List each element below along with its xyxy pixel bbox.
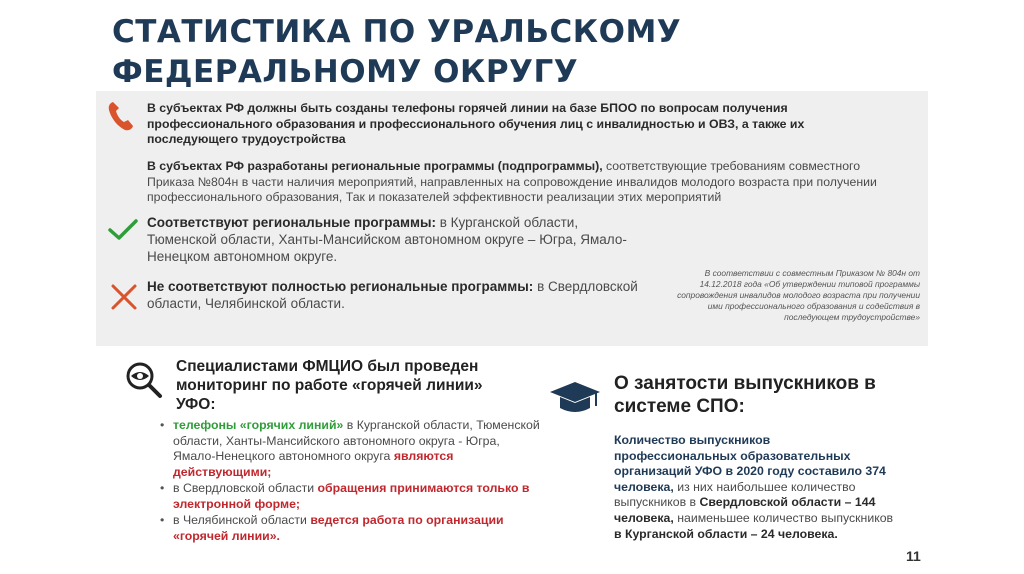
graduates-sverdlovsk: Свердловской области – 144 человека, xyxy=(614,495,876,525)
graduates-least-prefix: наименьшее количество выпускников xyxy=(673,510,894,525)
cross-icon xyxy=(109,282,139,312)
comply-programs-rest: в Курганской области, Тюменской области, Ханты-Мансийском автономном округе – Югра, Ямало-Ненецком автономном округе. xyxy=(147,215,627,264)
slide-title: СТАТИСТИКА ПО УРАЛЬСКОМУ ФЕДЕРАЛЬНОМУ ОКРУГУ xyxy=(112,14,682,90)
phone-icon xyxy=(106,100,136,132)
list-item xyxy=(160,513,540,544)
electronic-only-status: обращения принимаются только в электронной форме; xyxy=(173,481,530,511)
active-status: являются действующими; xyxy=(173,449,454,479)
phone-hotline-statement: В субъектах РФ должны быть созданы телефоны горячей линии на базе БПОО по вопросам получения профессионального образования и профессионального обучения лиц с инвалидностью и ОВЗ, а также их последующего трудоустройства xyxy=(147,101,805,146)
check-icon xyxy=(107,218,139,242)
graduation-cap-icon xyxy=(548,378,602,418)
graduates-total: Количество выпускников профессиональных образовательных организаций УФО в 2020 году составило 374 человека, xyxy=(614,433,886,494)
in-progress-status: ведется работа по организации «горячей линии». xyxy=(173,513,504,543)
regional-programs-bold: В субъектах РФ разработаны региональные программы (подпрограммы), xyxy=(147,159,603,173)
regional-programs-rest: соответствующие требованиям совместного Приказа №804н в части наличия мероприятий, направленных на сопровождение инвалидов молодого возраста при получении профессионального образования, Так и показателей эффективности реализации этих мероприятий xyxy=(147,159,877,204)
comply-programs-text xyxy=(147,214,647,265)
list-item xyxy=(160,418,540,480)
not-comply-programs-text xyxy=(147,278,647,312)
regional-programs-text xyxy=(147,159,907,206)
monitoring-heading: Специалистами ФМЦИО был проведен мониторинг по работе «горячей линии» УФО: xyxy=(176,358,483,413)
graduates-kurgan: в Курганской области – 24 человека. xyxy=(614,526,838,541)
sverdlovsk-text: в Свердловской области xyxy=(173,481,318,495)
order-804n-note: В соответствии с совместным Приказом № 804н от 14.12.2018 года «Об утверждении типовой программы сопровождения инвалидов молодого возраста при получении ими профессионального образования и содействия в последующем трудоустройстве» xyxy=(677,268,920,322)
page-number: 11 xyxy=(906,548,921,564)
phone-hotline-text xyxy=(147,101,877,148)
monitoring-list xyxy=(160,418,540,545)
comply-programs-bold: Соответствуют региональные программы: xyxy=(147,215,436,230)
graduates-most-prefix: из них наибольшее количество выпускников в xyxy=(614,479,856,510)
magnifier-eye-icon xyxy=(124,360,164,400)
hotline-phones-label: телефоны «горячих линий» xyxy=(173,418,344,432)
list-item xyxy=(160,481,540,512)
employment-text xyxy=(614,433,894,542)
employment-heading: О занятости выпускников в системе СПО: xyxy=(614,373,876,417)
regions-text: в Курганской области, Тюменской области, Ханты-Мансийского автономного округа - Югра, Ямало-Ненецкого автономного округа xyxy=(173,418,540,463)
not-comply-programs-rest: в Свердловской области, Челябинской области. xyxy=(147,279,638,311)
not-comply-programs-bold: Не соответствуют полностью региональные программы: xyxy=(147,279,534,294)
chelyabinsk-text: в Челябинской области xyxy=(173,513,311,527)
